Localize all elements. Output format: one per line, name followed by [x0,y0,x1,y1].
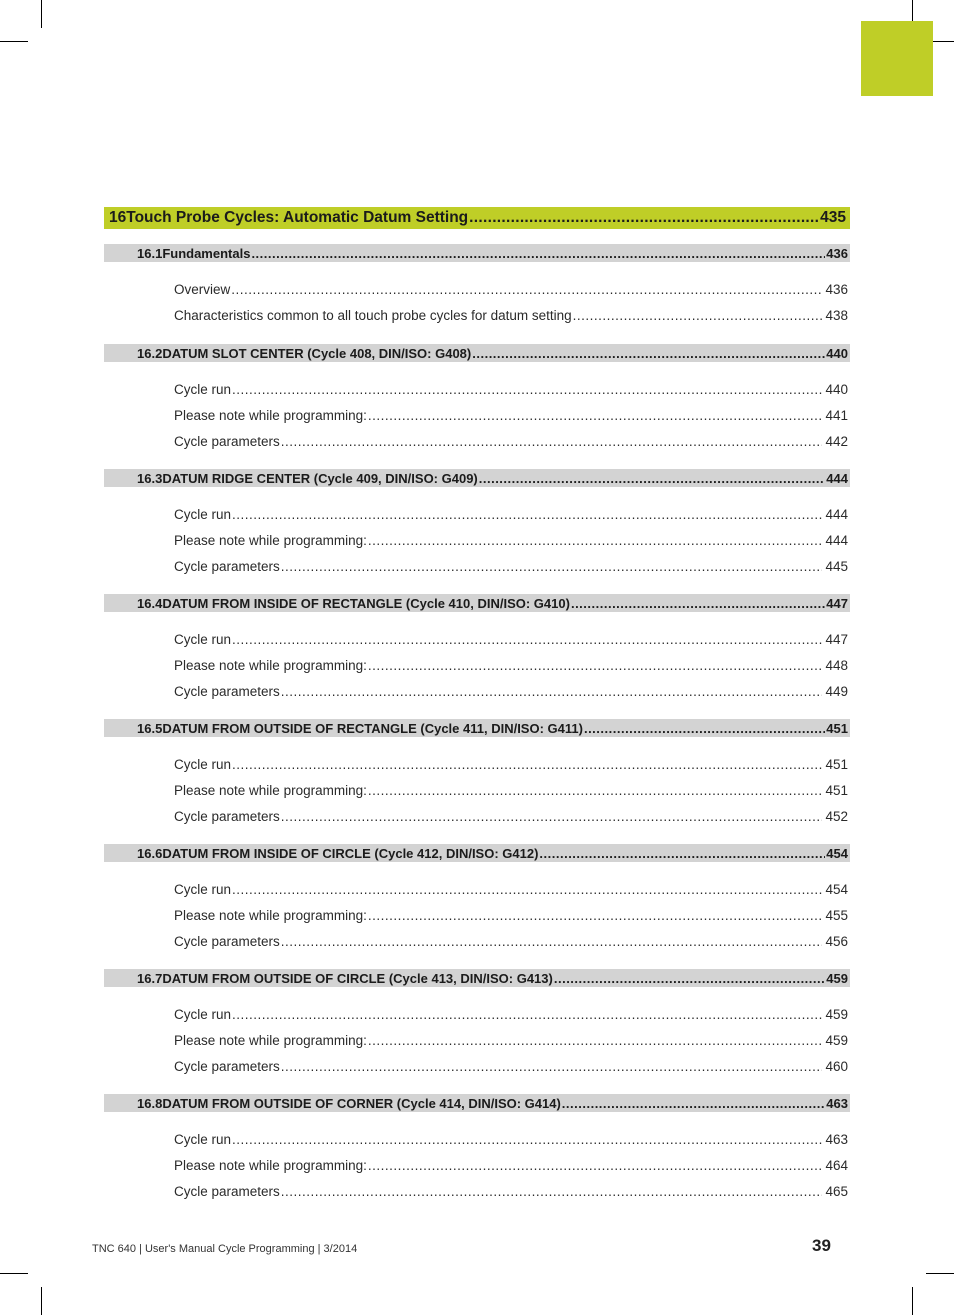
chapter-number: 16 [109,209,127,226]
toc-entry[interactable] [174,1130,848,1148]
leader-dots [281,934,823,949]
leader-dots [368,908,823,923]
section-heading[interactable] [104,594,850,612]
toc-entry[interactable] [174,1005,848,1023]
toc-entry[interactable] [174,682,848,700]
leader-dots [232,632,822,647]
chapter-tab-marker [861,21,933,96]
section-page: 440 [826,345,848,361]
crop-mark [912,0,913,21]
leader-dots [368,533,823,548]
leader-dots [281,684,823,699]
entry-title: Please note while programming: [174,907,367,923]
toc-entry[interactable] [174,1156,848,1174]
leader-dots [571,596,825,611]
entry-page: 441 [825,407,848,423]
entry-page: 451 [825,782,848,798]
section-page: 463 [826,1095,848,1111]
entry-page: 438 [825,307,848,323]
section-page: 459 [826,970,848,986]
entry-page: 456 [825,933,848,949]
toc-entry[interactable] [174,807,848,825]
section-heading[interactable] [104,469,850,487]
leader-dots [554,971,825,986]
leader-dots [232,757,822,772]
leader-dots [232,507,822,522]
section-number: 16.8 [137,1095,163,1111]
leader-dots [232,382,822,397]
chapter-heading[interactable] [104,207,850,229]
toc-entry[interactable] [174,306,848,324]
leader-dots [479,471,826,486]
entry-page: 436 [825,281,848,297]
entry-title: Please note while programming: [174,532,367,548]
section-number: 16.2 [137,345,163,361]
leader-dots [281,1059,823,1074]
entry-title: Please note while programming: [174,782,367,798]
section-number: 16.6 [137,845,163,861]
section-title: Fundamentals [162,245,251,261]
leader-dots [281,809,823,824]
leader-dots [232,1132,822,1147]
leader-dots [232,882,822,897]
entry-title: Cycle run [174,881,232,897]
crop-mark [912,1287,913,1315]
chapter-page: 435 [820,209,846,226]
leader-dots [539,846,825,861]
leader-dots [251,246,825,261]
entry-page: 451 [825,756,848,772]
leader-dots [281,1184,823,1199]
crop-mark [0,41,28,42]
entry-page: 448 [825,657,848,673]
section-title: DATUM FROM OUTSIDE OF RECTANGLE (Cycle 411, DIN/ISO: G411) [162,720,583,736]
entry-page: 465 [825,1183,848,1199]
leader-dots [368,658,823,673]
section-number: 16.7 [137,970,163,986]
toc-entry[interactable] [174,1182,848,1200]
section-number: 16.3 [137,470,163,486]
entry-page: 463 [825,1131,848,1147]
entry-title: Cycle run [174,381,232,397]
entry-page: 452 [825,808,848,824]
section-page: 451 [826,720,848,736]
entry-title: Cycle run [174,506,232,522]
section-page: 447 [826,595,848,611]
section-heading[interactable] [104,344,850,362]
leader-dots [231,282,822,297]
leader-dots [573,308,823,323]
toc-entry[interactable] [174,656,848,674]
entry-page: 449 [825,683,848,699]
leader-dots [368,1033,823,1048]
toc-entry[interactable] [174,557,848,575]
crop-mark [0,1273,28,1274]
toc-entry[interactable] [174,932,848,950]
entry-page: 455 [825,907,848,923]
leader-dots [281,434,823,449]
section-number: 16.1 [137,245,163,261]
entry-title: Overview [174,281,231,297]
toc-entry[interactable] [174,781,848,799]
section-title: DATUM RIDGE CENTER (Cycle 409, DIN/ISO: G409) [162,470,478,486]
entry-title: Cycle parameters [174,558,280,574]
entry-title: Cycle parameters [174,933,280,949]
leader-dots [368,783,823,798]
footer-text: TNC 640 | User's Manual Cycle Programming | 3/2014 [92,1243,358,1255]
chapter-title: Touch Probe Cycles: Automatic Datum Setting [126,209,469,226]
toc-entry[interactable] [174,531,848,549]
entry-page: 459 [825,1032,848,1048]
leader-dots [562,1096,826,1111]
toc-entry[interactable] [174,406,848,424]
toc-entry[interactable] [174,432,848,450]
section-title: DATUM FROM OUTSIDE OF CORNER (Cycle 414, DIN/ISO: G414) [162,1095,561,1111]
leader-dots [368,408,823,423]
entry-title: Cycle parameters [174,433,280,449]
section-title: DATUM FROM OUTSIDE OF CIRCLE (Cycle 413, DIN/ISO: G413) [162,970,553,986]
crop-mark [41,0,42,28]
entry-page: 464 [825,1157,848,1173]
entry-page: 444 [825,532,848,548]
section-heading[interactable] [104,719,850,737]
entry-title: Cycle run [174,1131,232,1147]
entry-title: Cycle parameters [174,808,280,824]
crop-mark [926,1273,954,1274]
toc-entry[interactable] [174,1057,848,1075]
toc-entry[interactable] [174,280,848,298]
leader-dots [584,721,825,736]
section-title: DATUM FROM INSIDE OF RECTANGLE (Cycle 410, DIN/ISO: G410) [162,595,570,611]
leader-dots [232,1007,822,1022]
toc-entry[interactable] [174,630,848,648]
toc-entry[interactable] [174,906,848,924]
section-number: 16.4 [137,595,163,611]
leader-dots [472,346,825,361]
section-heading[interactable] [104,244,850,262]
entry-title: Cycle run [174,631,232,647]
entry-title: Please note while programming: [174,1157,367,1173]
entry-page: 460 [825,1058,848,1074]
section-heading[interactable] [104,1094,850,1112]
section-page: 444 [826,470,848,486]
entry-title: Please note while programming: [174,407,367,423]
leader-dots [368,1158,823,1173]
leader-dots [469,209,819,227]
toc-entry[interactable] [174,755,848,773]
leader-dots [281,559,823,574]
toc-entry[interactable] [174,505,848,523]
section-title: DATUM FROM INSIDE OF CIRCLE (Cycle 412, DIN/ISO: G412) [162,845,539,861]
crop-mark [41,1287,42,1315]
entry-title: Please note while programming: [174,1032,367,1048]
entry-title: Cycle parameters [174,1058,280,1074]
section-page: 436 [826,245,848,261]
entry-page: 447 [825,631,848,647]
entry-title: Please note while programming: [174,657,367,673]
entry-title: Cycle run [174,756,232,772]
section-title: DATUM SLOT CENTER (Cycle 408, DIN/ISO: G408) [162,345,472,361]
page-number: 39 [812,1236,831,1255]
entry-page: 445 [825,558,848,574]
entry-title: Cycle parameters [174,683,280,699]
entry-page: 444 [825,506,848,522]
section-number: 16.5 [137,720,163,736]
entry-title: Cycle run [174,1006,232,1022]
section-heading[interactable] [104,844,850,862]
section-heading[interactable] [104,969,850,987]
entry-page: 442 [825,433,848,449]
entry-page: 459 [825,1006,848,1022]
entry-page: 440 [825,381,848,397]
entry-title: Cycle parameters [174,1183,280,1199]
entry-page: 454 [825,881,848,897]
toc-entry[interactable] [174,1031,848,1049]
section-page: 454 [826,845,848,861]
entry-title: Characteristics common to all touch probe cycles for datum setting [174,307,572,323]
toc-entry[interactable] [174,380,848,398]
toc-entry[interactable] [174,880,848,898]
